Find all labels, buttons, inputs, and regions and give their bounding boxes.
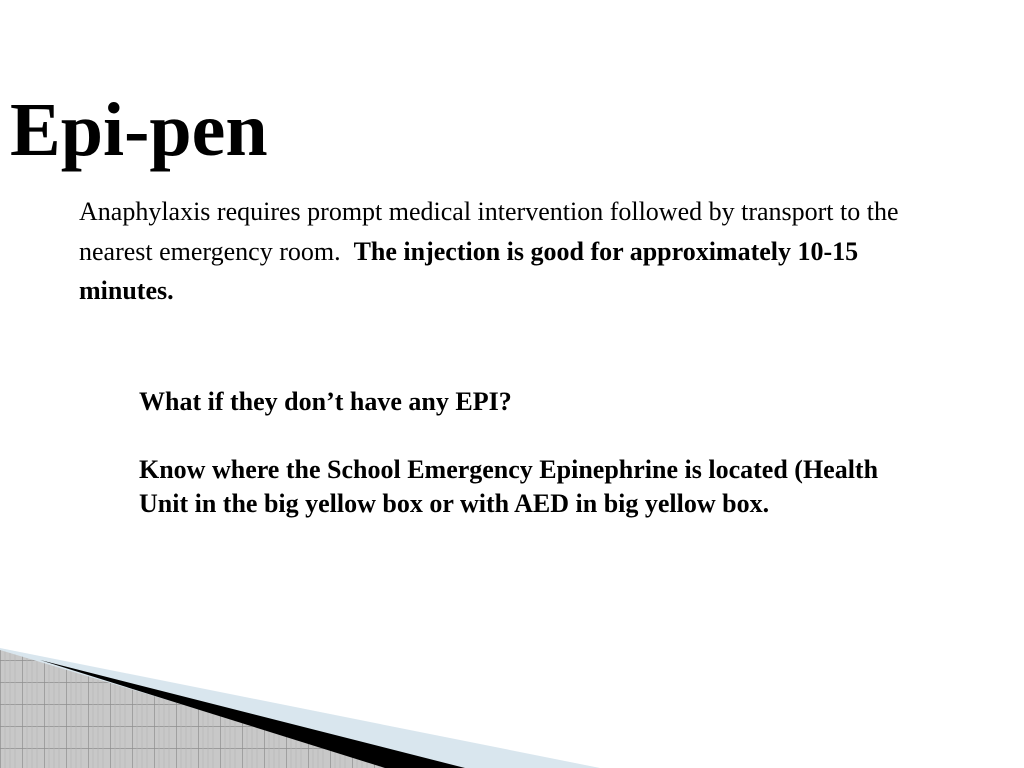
question-answer-block bbox=[139, 385, 929, 521]
intro-paragraph bbox=[79, 192, 909, 311]
answer-text: Know where the School Emergency Epinephrine is located (Health Unit in the big yellow box or with AED in big yellow box. bbox=[139, 455, 879, 518]
intro-emphasis: The injection is good for approximately 10-15 minutes. bbox=[79, 236, 859, 305]
question-text: What if they don’t have any EPI? bbox=[139, 387, 512, 416]
intro-text: Anaphylaxis requires prompt medical intervention followed by transport to the nearest emergency room. bbox=[79, 197, 899, 266]
slide-title: Epi-pen bbox=[10, 88, 268, 172]
